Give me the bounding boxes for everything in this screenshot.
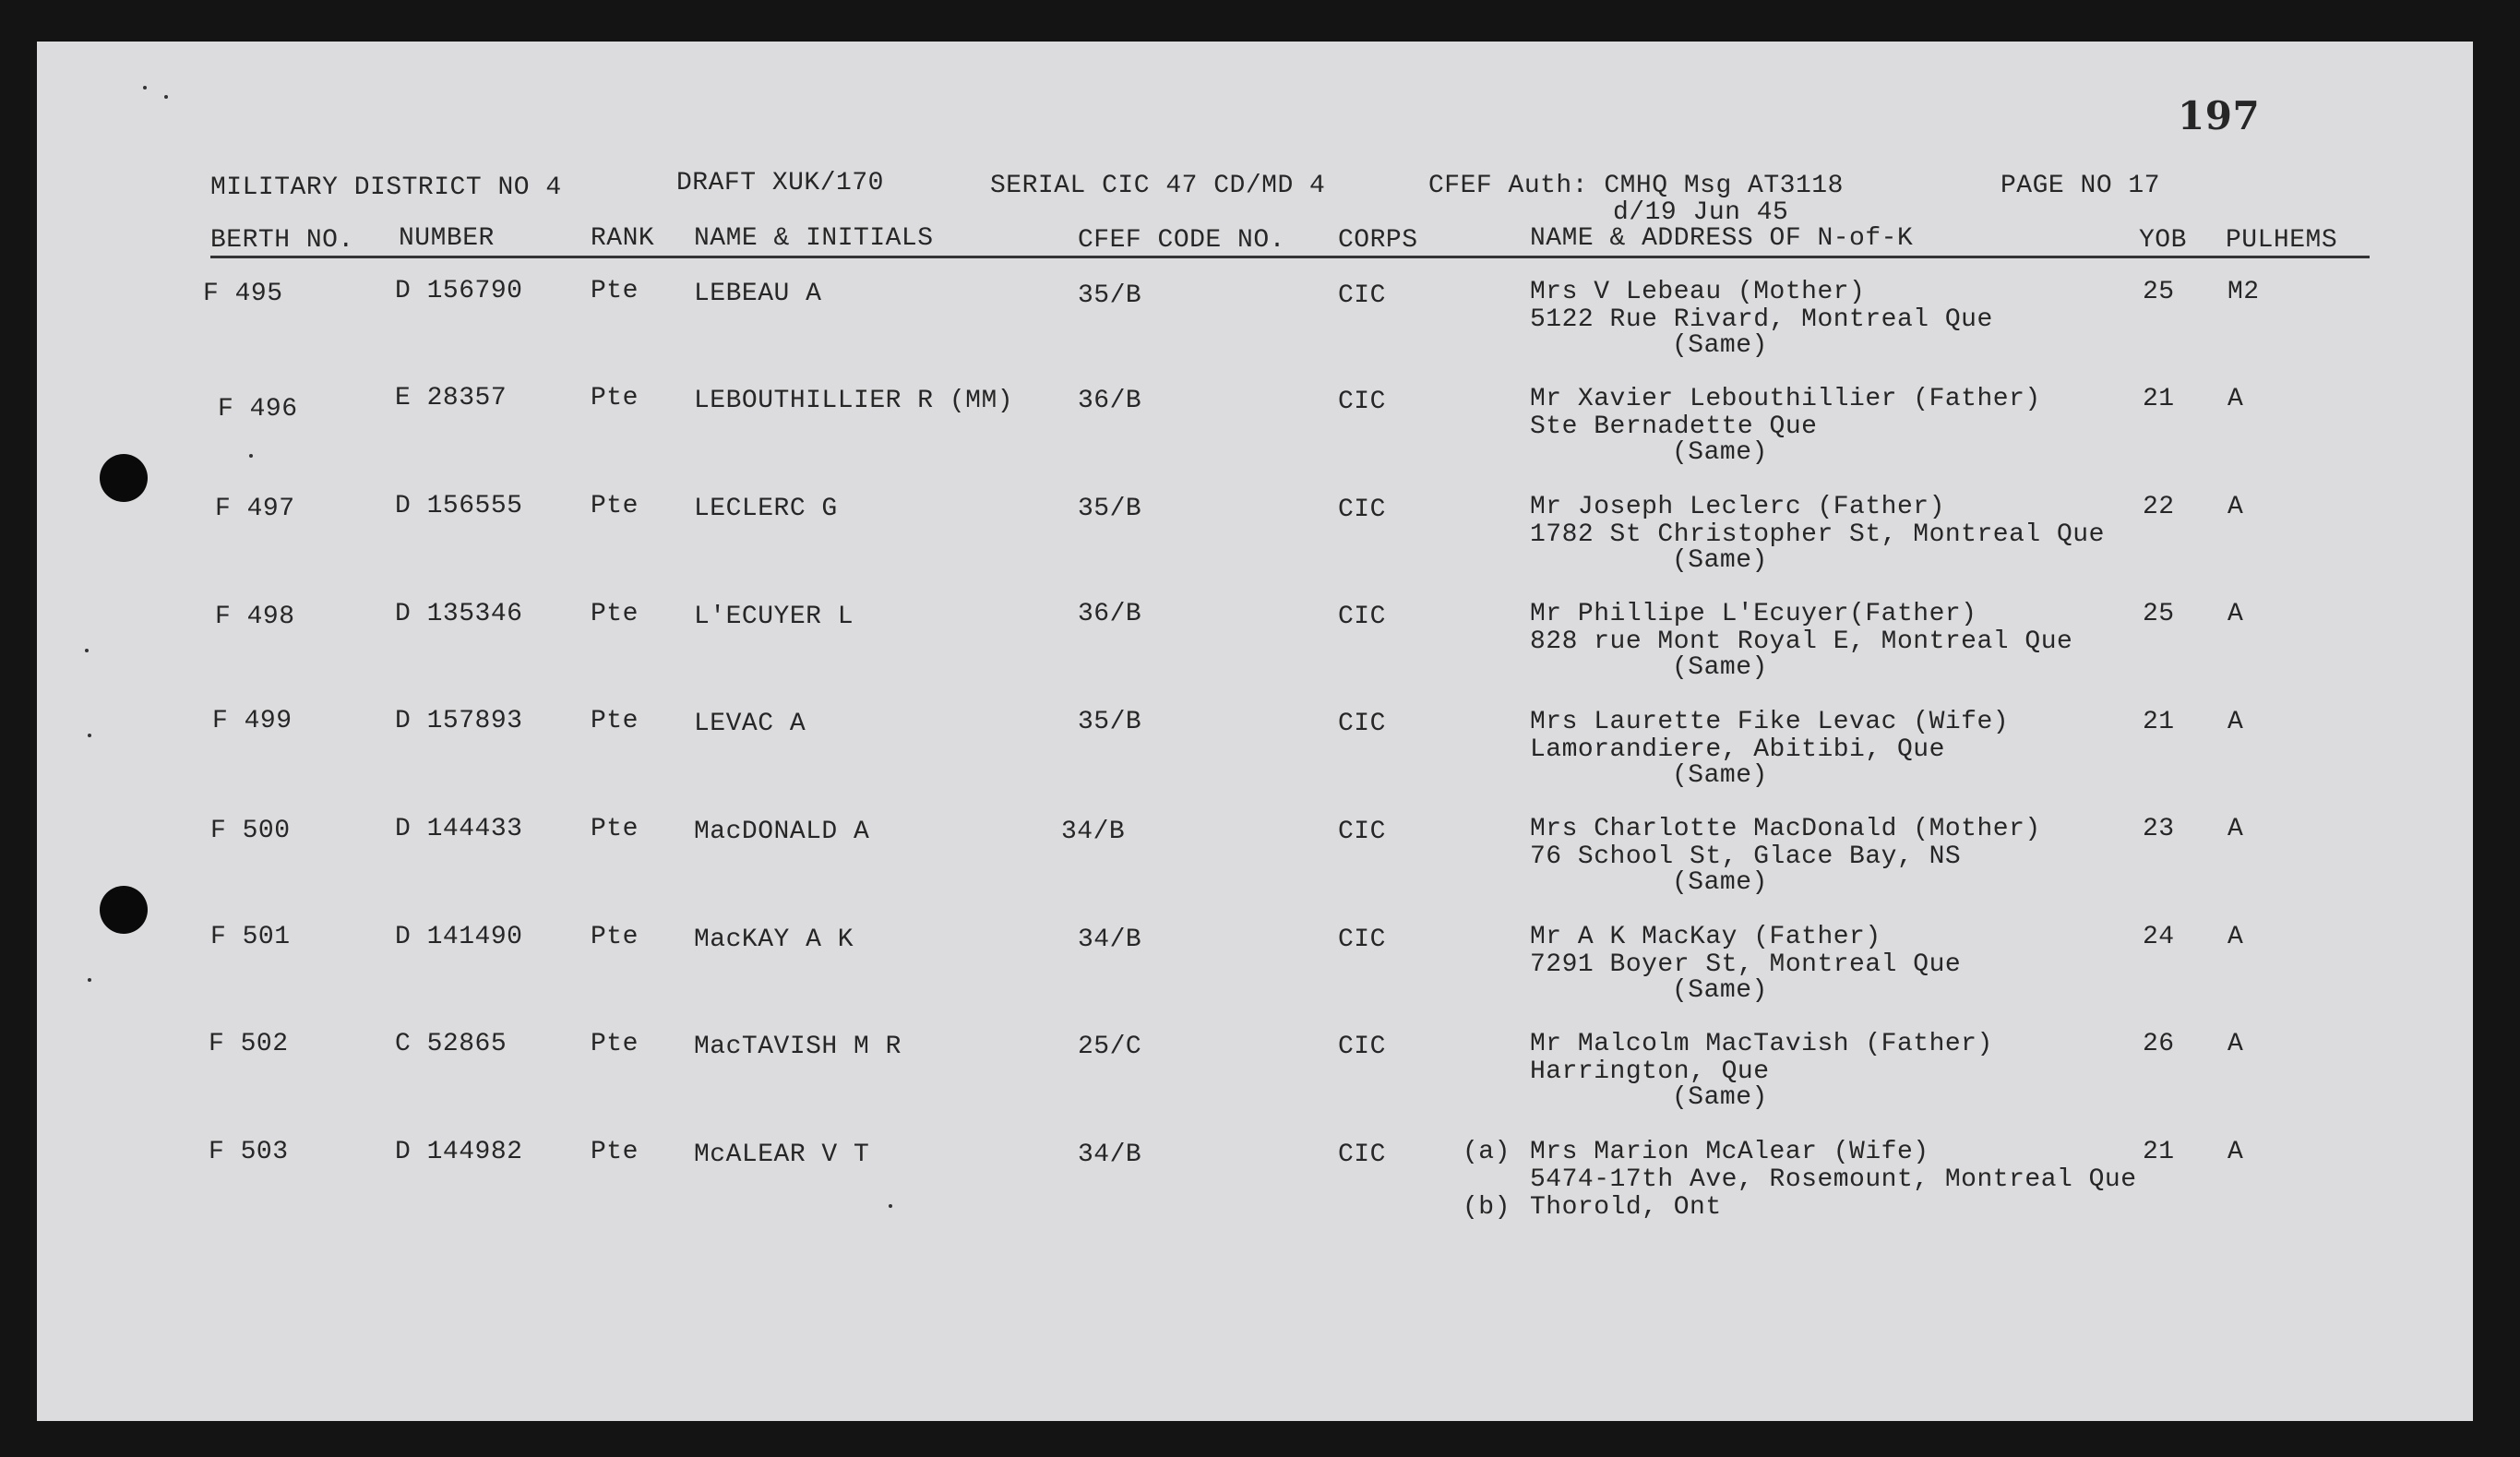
header-berth: BERTH NO. [210, 226, 354, 255]
header-nok: NAME & ADDRESS OF N-of-K [1530, 224, 1914, 253]
rank-cell: Pte [591, 277, 639, 305]
speck [143, 86, 147, 90]
name-cell: MacDONALD A [694, 818, 870, 846]
nok-line-3: Thorold, Ont [1530, 1193, 1722, 1222]
auth-date-label: d/19 Jun 45 [1613, 198, 1789, 227]
rank-cell: Pte [591, 1138, 639, 1166]
pulhems-cell: A [2227, 815, 2244, 843]
name-cell: LECLERC G [694, 495, 838, 523]
number-cell: C 52865 [395, 1030, 508, 1058]
rank-cell: Pte [591, 600, 639, 628]
nok-line-1: Mr Malcolm MacTavish (Father) [1530, 1030, 1993, 1058]
code-cell: 35/B [1078, 708, 1142, 736]
name-cell: LEBEAU A [694, 280, 822, 308]
nok-line-1: Mrs Laurette Fike Levac (Wife) [1530, 708, 2010, 736]
name-cell: LEVAC A [694, 710, 806, 738]
yob-cell: 21 [2143, 708, 2175, 736]
document-sheet [37, 42, 2473, 1421]
rank-cell: Pte [591, 923, 639, 951]
berth-cell: F 499 [212, 707, 293, 735]
corps-cell: CIC [1338, 281, 1386, 310]
berth-cell: F 498 [215, 603, 295, 631]
speck [88, 734, 91, 737]
pulhems-cell: A [2227, 600, 2244, 628]
corps-cell: CIC [1338, 388, 1386, 416]
nok-line-3: (Same) [1672, 761, 1768, 790]
berth-cell: F 495 [203, 280, 283, 308]
pulhems-cell: A [2227, 1138, 2244, 1166]
yob-cell: 24 [2143, 923, 2175, 951]
district-label: MILITARY DISTRICT NO 4 [210, 173, 562, 202]
number-cell: D 156790 [395, 277, 523, 305]
nok-line-1: Mrs Charlotte MacDonald (Mother) [1530, 815, 2041, 843]
nok-line-2: 5474-17th Ave, Rosemount, Montreal Que [1530, 1165, 2137, 1194]
header-pulhems: PULHEMS [2226, 226, 2338, 255]
nok-line-1: Mrs V Lebeau (Mother) [1530, 278, 1866, 306]
nok-line-2: 76 School St, Glace Bay, NS [1530, 842, 1962, 871]
nok-line-2: 1782 St Christopher St, Montreal Que [1530, 520, 2105, 549]
pulhems-cell: A [2227, 385, 2244, 413]
corps-cell: CIC [1338, 603, 1386, 631]
name-cell: McALEAR V T [694, 1141, 870, 1169]
code-cell: 36/B [1078, 600, 1142, 628]
rank-cell: Pte [591, 707, 639, 735]
nok-line-2: Lamorandiere, Abitibi, Que [1530, 735, 1945, 764]
number-cell: E 28357 [395, 384, 508, 412]
nok-line-2: Ste Bernadette Que [1530, 412, 1818, 441]
name-cell: L'ECUYER L [694, 603, 854, 631]
speck [889, 1204, 892, 1208]
header-rule [210, 256, 2370, 258]
serial-label: SERIAL CIC 47 CD/MD 4 [990, 172, 1326, 200]
punch-hole [100, 454, 148, 502]
nok-line-3: (Same) [1672, 976, 1768, 1005]
yob-cell: 25 [2143, 278, 2175, 306]
nok-line-1: Mr Joseph Leclerc (Father) [1530, 493, 1945, 521]
pulhems-cell: A [2227, 708, 2244, 736]
number-cell: D 135346 [395, 600, 523, 628]
pulhems-cell: A [2227, 1030, 2244, 1058]
pulhems-cell: A [2227, 493, 2244, 521]
yob-cell: 22 [2143, 493, 2175, 521]
auth-label: CFEF Auth: CMHQ Msg AT3118 [1428, 172, 1844, 200]
nok-line-3: (Same) [1672, 1083, 1768, 1112]
corps-cell: CIC [1338, 496, 1386, 524]
code-cell: 25/C [1078, 1033, 1142, 1061]
number-cell: D 157893 [395, 707, 523, 735]
header-number: NUMBER [399, 224, 495, 253]
berth-cell: F 501 [210, 923, 291, 951]
header-yob: YOB [2139, 226, 2187, 255]
berth-cell: F 497 [215, 495, 295, 523]
nok-line-2: 7291 Boyer St, Montreal Que [1530, 950, 1962, 979]
punch-hole [100, 886, 148, 934]
name-cell: LEBOUTHILLIER R (MM) [694, 387, 1014, 415]
number-cell: D 141490 [395, 923, 523, 951]
corps-cell: CIC [1338, 710, 1386, 738]
code-cell: 34/B [1061, 818, 1126, 846]
nok-line-2: Harrington, Que [1530, 1057, 1770, 1086]
header-rank: RANK [591, 224, 655, 253]
yob-cell: 21 [2143, 385, 2175, 413]
nok-line-1: Mrs Marion McAlear (Wife) [1530, 1138, 1929, 1166]
nok-mark-b: (b) [1463, 1193, 1511, 1222]
speck [164, 95, 168, 99]
nok-line-1: Mr A K MacKay (Father) [1530, 923, 1881, 951]
speck [249, 454, 253, 458]
speck [88, 978, 91, 982]
rank-cell: Pte [591, 384, 639, 412]
berth-cell: F 502 [209, 1030, 289, 1058]
berth-cell: F 500 [210, 817, 291, 845]
number-cell: D 144982 [395, 1138, 523, 1166]
code-cell: 34/B [1078, 1141, 1142, 1169]
pulhems-cell: A [2227, 923, 2244, 951]
nok-line-2: 828 rue Mont Royal E, Montreal Que [1530, 627, 2073, 656]
code-cell: 35/B [1078, 495, 1142, 523]
nok-line-3: (Same) [1672, 438, 1768, 467]
code-cell: 35/B [1078, 281, 1142, 310]
page-number-label: PAGE NO 17 [2000, 172, 2161, 200]
berth-cell: F 496 [218, 395, 298, 424]
header-corps: CORPS [1338, 226, 1418, 255]
berth-cell: F 503 [209, 1138, 289, 1166]
nok-line-3: (Same) [1672, 546, 1768, 575]
page-stamp: 197 [2178, 93, 2261, 138]
corps-cell: CIC [1338, 1141, 1386, 1169]
header-name: NAME & INITIALS [694, 224, 934, 253]
nok-line-3: (Same) [1672, 331, 1768, 360]
number-cell: D 144433 [395, 815, 523, 843]
nok-line-2: 5122 Rue Rivard, Montreal Que [1530, 305, 1993, 334]
nok-line-1: Mr Xavier Lebouthillier (Father) [1530, 385, 2041, 413]
nok-mark-a: (a) [1463, 1138, 1511, 1166]
corps-cell: CIC [1338, 818, 1386, 846]
rank-cell: Pte [591, 1030, 639, 1058]
name-cell: MacTAVISH M R [694, 1033, 902, 1061]
rank-cell: Pte [591, 815, 639, 843]
rank-cell: Pte [591, 492, 639, 520]
code-cell: 36/B [1078, 387, 1142, 415]
yob-cell: 26 [2143, 1030, 2175, 1058]
draft-label: DRAFT XUK/170 [676, 169, 884, 197]
nok-line-1: Mr Phillipe L'Ecuyer(Father) [1530, 600, 1977, 628]
pulhems-cell: M2 [2227, 278, 2260, 306]
corps-cell: CIC [1338, 926, 1386, 954]
number-cell: D 156555 [395, 492, 523, 520]
speck [85, 649, 89, 652]
nok-line-3: (Same) [1672, 653, 1768, 682]
yob-cell: 21 [2143, 1138, 2175, 1166]
corps-cell: CIC [1338, 1033, 1386, 1061]
nok-line-3: (Same) [1672, 868, 1768, 897]
yob-cell: 25 [2143, 600, 2175, 628]
name-cell: MacKAY A K [694, 926, 854, 954]
code-cell: 34/B [1078, 926, 1142, 954]
yob-cell: 23 [2143, 815, 2175, 843]
header-code: CFEF CODE NO. [1078, 226, 1285, 255]
